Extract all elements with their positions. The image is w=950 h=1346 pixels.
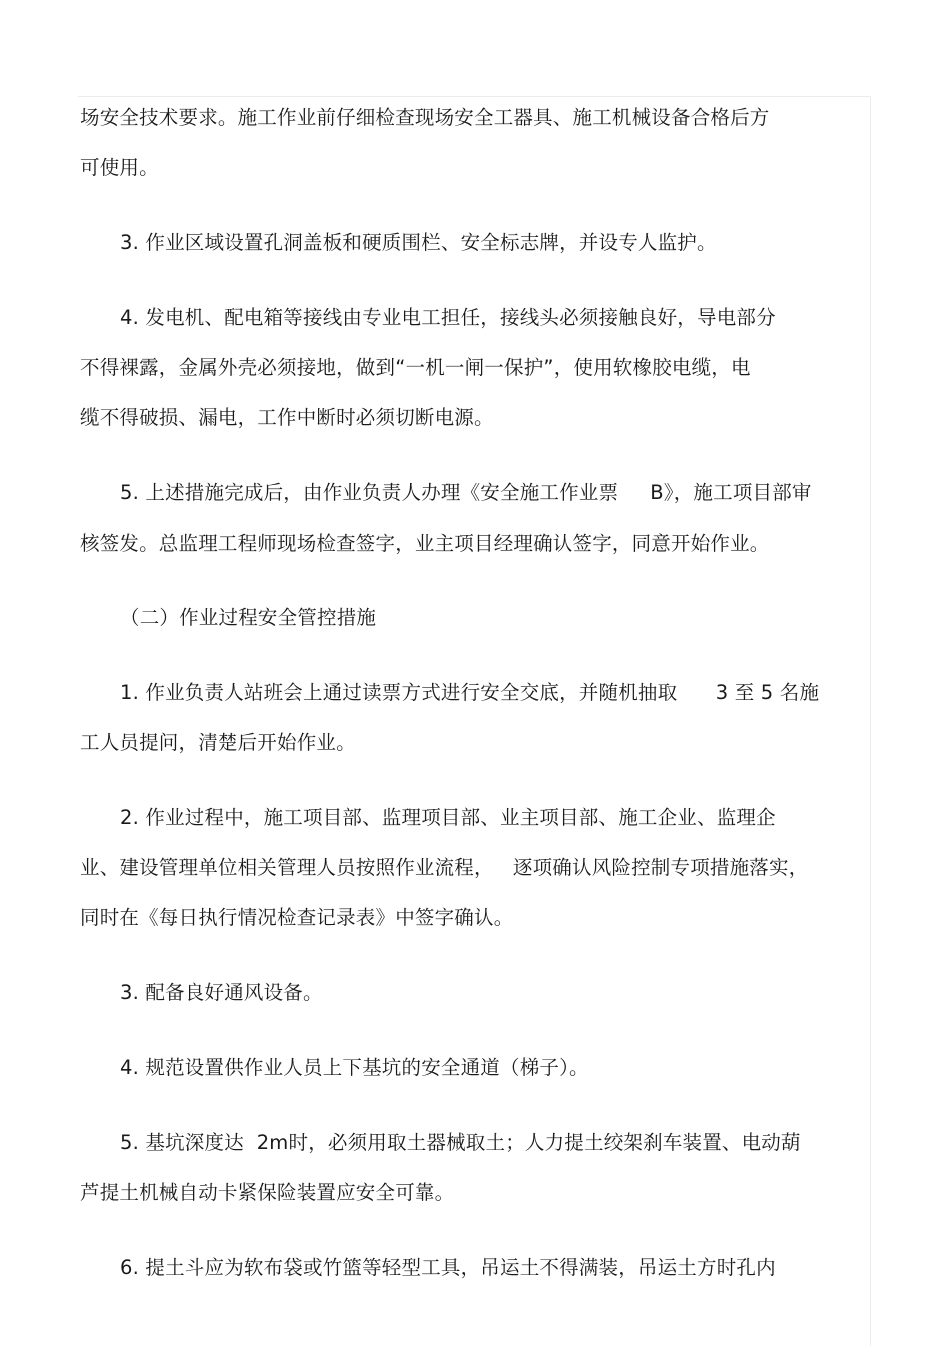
text-line: 不得裸露，金属外壳必须接地，做到“一机一闸一保护”，使用软橡胶电缆，电 <box>80 356 751 379</box>
page-frame <box>78 96 871 1346</box>
text-line: 2. 作业过程中，施工项目部、监理项目部、业主项目部、施工企业、监理企 <box>120 806 776 829</box>
text-line: 场安全技术要求。施工作业前仔细检查现场安全工器具、施工机械设备合格后方 <box>80 106 770 129</box>
text-line: 5. 上述措施完成后，由作业负责人办理《安全施工作业票 B》，施工项目部审 <box>120 481 812 504</box>
text-line: 同时在《每日执行情况检查记录表》中签字确认。 <box>80 906 514 929</box>
text-line: 业、建设管理单位相关管理人员按照作业流程， 逐项确认风险控制专项措施落实， <box>80 856 809 879</box>
text-line: 4. 规范设置供作业人员上下基坑的安全通道（梯子）。 <box>120 1056 589 1079</box>
text-line: 1. 作业负责人站班会上通过读票方式进行安全交底，并随机抽取 3 至 5 名施 <box>120 681 820 704</box>
text-line: 芦提土机械自动卡紧保险装置应安全可靠。 <box>80 1181 455 1204</box>
text-line: 3. 配备良好通风设备。 <box>120 981 323 1004</box>
text-line: 核签发。总监理工程师现场检查签字，业主项目经理确认签字，同意开始作业。 <box>80 532 770 555</box>
text-line: 工人员提问，清楚后开始作业。 <box>80 731 356 754</box>
text-line: 4. 发电机、配电箱等接线由专业电工担任，接线头必须接触良好，导电部分 <box>120 306 776 329</box>
text-line: 可使用。 <box>80 156 159 179</box>
text-line: 缆不得破损、漏电，工作中断时必须切断电源。 <box>80 406 494 429</box>
text-line: 3. 作业区域设置孔洞盖板和硬质围栏、安全标志牌，并设专人监护。 <box>120 231 717 254</box>
text-line: 6. 提土斗应为软布袋或竹篮等轻型工具，吊运土不得满装，吊运土方时孔内 <box>120 1256 776 1279</box>
text-line: 5. 基坑深度达 2m时，必须用取土器械取土；人力提土绞架刹车装置、电动葫 <box>120 1131 801 1154</box>
section-heading: （二）作业过程安全管控措施 <box>120 606 377 629</box>
